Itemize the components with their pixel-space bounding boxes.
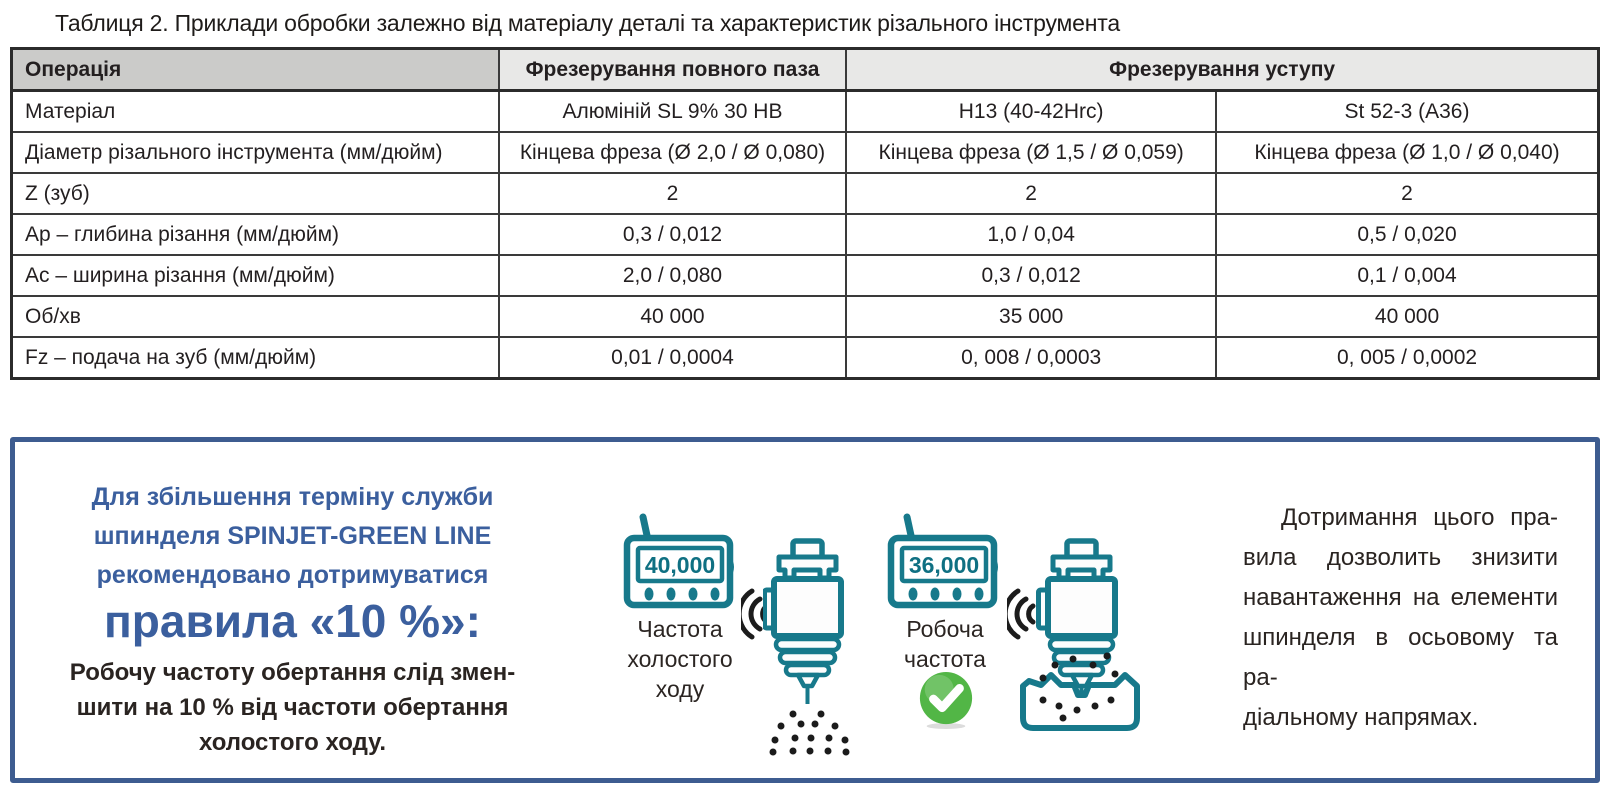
row-label: Fz – подача на зуб (мм/дюйм) [12, 337, 499, 379]
cell: 0,5 / 0,020 [1216, 214, 1598, 255]
working-speed-value: 36,000 [908, 552, 980, 578]
table-row-teeth [12, 173, 1599, 214]
row-label: Z (зуб) [12, 173, 499, 214]
working-speed-label-line: Робоча [906, 616, 984, 642]
working-speed-display-icon [887, 512, 1002, 612]
cell: 2 [1216, 173, 1598, 214]
table-title: Таблиця 2. Приклади обробки залежно від матеріалу деталі та характеристик різального інструмента [55, 10, 1120, 36]
cell: 0, 005 / 0,0002 [1216, 337, 1598, 379]
table-row-depth-of-cut [12, 214, 1599, 255]
cell: 0,1 / 0,004 [1216, 255, 1598, 296]
rule-benefit-line: діальному напрямах. [1243, 704, 1479, 731]
coolant-spray-dots [770, 711, 850, 756]
idle-speed-label [610, 614, 750, 704]
cell: 0,3 / 0,012 [499, 214, 847, 255]
row-label: Ac – ширина різання (мм/дюйм) [12, 255, 499, 296]
spindle-idle-icon [763, 538, 853, 758]
idle-speed-label-line: холостого [627, 646, 733, 672]
cell: St 52-3 (A36) [1216, 91, 1598, 133]
cell: 2 [499, 173, 847, 214]
rule-heading-line: шпинделя SPINJET-GREEN LINE [93, 522, 492, 550]
rule-description-line: Робочу частоту обертання слід змен- [69, 659, 516, 686]
row-label: Об/хв [12, 296, 499, 337]
idle-speed-display-icon [623, 512, 738, 612]
rule-description-line: шити на 10 % від частоти обертання [76, 694, 509, 721]
cell: 1,0 / 0,04 [846, 214, 1216, 255]
row-label: Матеріал [12, 91, 499, 133]
working-speed-label-line: частота [904, 646, 986, 672]
col-header-operation: Операція [12, 49, 499, 91]
table-row-feed-per-tooth [12, 337, 1599, 379]
rule-benefit-line: шпинделя в осьовому та ра- [1243, 624, 1558, 691]
idle-speed-label-line: Частота [637, 616, 723, 642]
ten-percent-rule-info-box [10, 437, 1600, 783]
rule-benefit-line: навантаження на елементи [1243, 584, 1558, 611]
row-label: Діаметр різального інструмента (мм/дюйм) [12, 132, 499, 173]
cell: 35 000 [846, 296, 1216, 337]
col-header-full-slot-milling: Фрезерування повного паза [499, 49, 847, 91]
table-row-width-of-cut [12, 255, 1599, 296]
rule-benefit-line: Дотримання цього пра- [1281, 504, 1558, 531]
cell: 2,0 / 0,080 [499, 255, 847, 296]
cell: 0,3 / 0,012 [846, 255, 1216, 296]
cell: Алюміній SL 9% 30 HB [499, 91, 847, 133]
table-row-tool-diameter [12, 132, 1599, 173]
row-label: Ap – глибина різання (мм/дюйм) [12, 214, 499, 255]
idle-speed-label-line: ходу [655, 676, 705, 702]
cell: 40 000 [499, 296, 847, 337]
col-header-shoulder-milling: Фрезерування уступу [846, 49, 1598, 91]
working-speed-label [875, 614, 1015, 674]
rule-benefit-line: вила дозволить знизити [1243, 544, 1558, 571]
rule-heading-line: Для збільшення терміну служби [91, 483, 494, 511]
cell: Кінцева фреза (Ø 1,0 / Ø 0,040) [1216, 132, 1598, 173]
spindle-cutting-workpiece-icon [1015, 538, 1145, 738]
cell: Кінцева фреза (Ø 2,0 / Ø 0,080) [499, 132, 847, 173]
idle-speed-value: 40,000 [644, 552, 716, 578]
rule-heading-line: рекомендовано дотримуватися [96, 561, 489, 589]
machining-parameters-table [10, 47, 1600, 380]
checkmark-icon [917, 670, 975, 730]
rule-name: правила «10 %»: [104, 595, 481, 647]
rule-description [35, 655, 550, 760]
table-header-row [12, 49, 1599, 91]
cell: 0,01 / 0,0004 [499, 337, 847, 379]
cell: 2 [846, 173, 1216, 214]
rule-benefit-text [1243, 498, 1558, 738]
rule-description-line: холостого ходу. [198, 729, 387, 756]
table-row-rpm [12, 296, 1599, 337]
table-row-material [12, 91, 1599, 133]
cell: 0, 008 / 0,0003 [846, 337, 1216, 379]
rule-heading-block [35, 478, 550, 760]
cell: 40 000 [1216, 296, 1598, 337]
cell: H13 (40-42Hrc) [846, 91, 1216, 133]
cell: Кінцева фреза (Ø 1,5 / Ø 0,059) [846, 132, 1216, 173]
